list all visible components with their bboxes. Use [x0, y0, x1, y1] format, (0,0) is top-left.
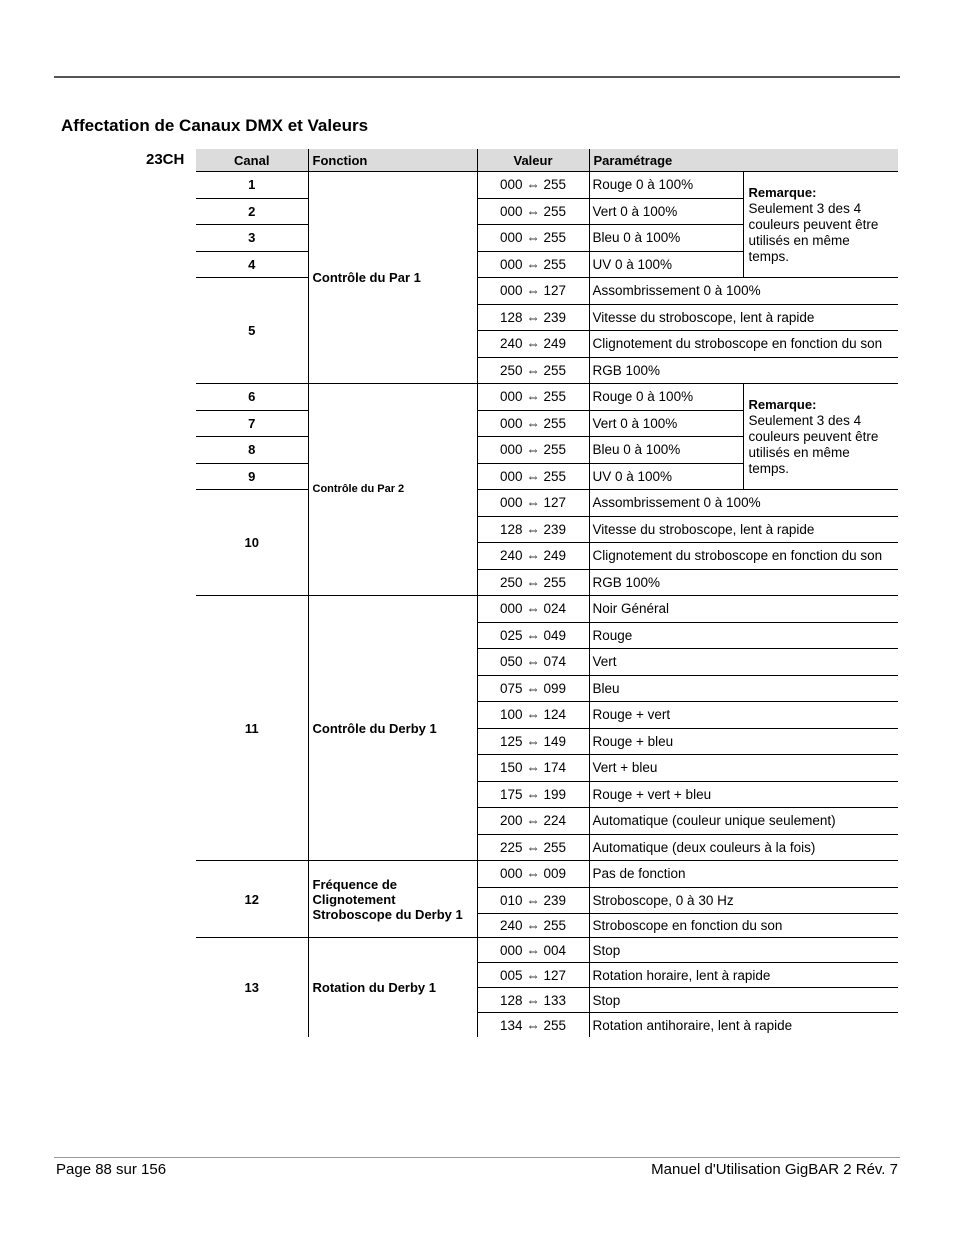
header-parametrage: Paramétrage [589, 149, 898, 172]
note-cell [743, 384, 898, 490]
setting-text: Rouge 0 à 100% [589, 384, 743, 411]
setting-text: Assombrissement 0 à 100% [589, 490, 898, 517]
value-range: 125 ⇔ 149 [477, 728, 589, 755]
dmx-channel-table [196, 149, 898, 1037]
channel-number: 1 [196, 172, 308, 199]
channel-number: 4 [196, 251, 308, 278]
setting-text: Stroboscope, 0 à 30 Hz [589, 887, 898, 914]
value-range: 000 ⇔ 255 [477, 384, 589, 411]
channel-number: 10 [196, 490, 308, 596]
value-range: 250 ⇔ 255 [477, 357, 589, 384]
setting-text: Stroboscope en fonction du son [589, 914, 898, 938]
setting-text: Rouge + vert [589, 702, 898, 729]
setting-text: Rotation horaire, lent à rapide [589, 963, 898, 988]
value-range: 100 ⇔ 124 [477, 702, 589, 729]
value-range: 000 ⇔ 255 [477, 251, 589, 278]
table-row [196, 490, 898, 517]
setting-text: Bleu [589, 675, 898, 702]
value-range: 175 ⇔ 199 [477, 781, 589, 808]
note-title: Remarque: [748, 396, 817, 412]
table-row [196, 861, 898, 888]
table-row [196, 596, 898, 623]
setting-text: Rouge + vert + bleu [589, 781, 898, 808]
value-range: 000 ⇔ 255 [477, 437, 589, 464]
value-range: 050 ⇔ 074 [477, 649, 589, 676]
function-cell: Rotation du Derby 1 [308, 938, 477, 1038]
footer-divider [54, 1157, 900, 1158]
setting-text: Assombrissement 0 à 100% [589, 278, 898, 305]
value-range: 128 ⇔ 239 [477, 516, 589, 543]
channel-number: 2 [196, 198, 308, 225]
setting-text: Bleu 0 à 100% [589, 225, 743, 252]
value-range: 000 ⇔ 127 [477, 490, 589, 517]
setting-text: Noir Général [589, 596, 898, 623]
value-range: 150 ⇔ 174 [477, 755, 589, 782]
value-range: 128 ⇔ 133 [477, 988, 589, 1013]
setting-text: UV 0 à 100% [589, 463, 743, 490]
table-row [196, 172, 898, 199]
page-number: Page 88 sur 156 [56, 1161, 167, 1178]
setting-text: RGB 100% [589, 357, 898, 384]
setting-text: Rotation antihoraire, lent à rapide [589, 1013, 898, 1038]
setting-text: Stop [589, 938, 898, 963]
function-cell: Contrôle du Par 2 [308, 384, 477, 596]
channel-number: 8 [196, 437, 308, 464]
setting-text: Vert + bleu [589, 755, 898, 782]
channel-number: 12 [196, 861, 308, 938]
channel-number: 5 [196, 278, 308, 384]
value-range: 000 ⇔ 255 [477, 463, 589, 490]
setting-text: Vert [589, 649, 898, 676]
function-cell: Contrôle du Par 1 [308, 172, 477, 384]
setting-text: Vitesse du stroboscope, lent à rapide [589, 516, 898, 543]
setting-text: Pas de fonction [589, 861, 898, 888]
channel-number: 3 [196, 225, 308, 252]
channel-number: 13 [196, 938, 308, 1038]
function-cell: Contrôle du Derby 1 [308, 596, 477, 861]
channel-number: 11 [196, 596, 308, 861]
value-range: 000 ⇔ 255 [477, 410, 589, 437]
value-range: 000 ⇔ 255 [477, 225, 589, 252]
value-range: 010 ⇔ 239 [477, 887, 589, 914]
value-range: 025 ⇔ 049 [477, 622, 589, 649]
setting-text: Clignotement du stroboscope en fonction du son [589, 331, 898, 358]
setting-text: Clignotement du stroboscope en fonction du son [589, 543, 898, 570]
value-range: 240 ⇔ 255 [477, 914, 589, 938]
header-fonction: Fonction [308, 149, 477, 172]
channel-number: 6 [196, 384, 308, 411]
channel-number: 9 [196, 463, 308, 490]
value-range: 000 ⇔ 127 [477, 278, 589, 305]
setting-text: RGB 100% [589, 569, 898, 596]
note-title: Remarque: [748, 184, 817, 200]
setting-text: Automatique (deux couleurs à la fois) [589, 834, 898, 861]
value-range: 240 ⇔ 249 [477, 543, 589, 570]
function-cell: Fréquence de Clignotement Stroboscope du Derby 1 [308, 861, 477, 938]
value-range: 000 ⇔ 004 [477, 938, 589, 963]
setting-text: Rouge 0 à 100% [589, 172, 743, 199]
header-canal: Canal [196, 149, 308, 172]
setting-text: Automatique (couleur unique seulement) [589, 808, 898, 835]
value-range: 200 ⇔ 224 [477, 808, 589, 835]
value-range: 005 ⇔ 127 [477, 963, 589, 988]
note-text: Seulement 3 des 4 couleurs peuvent être utilisés en même temps. [748, 412, 879, 476]
channel-mode-label: 23CH [146, 151, 185, 168]
value-range: 000 ⇔ 255 [477, 198, 589, 225]
channel-number: 7 [196, 410, 308, 437]
value-range: 000 ⇔ 009 [477, 861, 589, 888]
value-range: 075 ⇔ 099 [477, 675, 589, 702]
value-range: 000 ⇔ 024 [477, 596, 589, 623]
setting-text: Stop [589, 988, 898, 1013]
top-divider [54, 76, 900, 78]
table-row [196, 384, 898, 411]
setting-text: Bleu 0 à 100% [589, 437, 743, 464]
note-text: Seulement 3 des 4 couleurs peuvent être utilisés en même temps. [748, 200, 879, 264]
value-range: 240 ⇔ 249 [477, 331, 589, 358]
setting-text: Vitesse du stroboscope, lent à rapide [589, 304, 898, 331]
note-cell [743, 172, 898, 278]
setting-text: Vert 0 à 100% [589, 410, 743, 437]
table-row [196, 938, 898, 963]
header-valeur: Valeur [477, 149, 589, 172]
value-range: 225 ⇔ 255 [477, 834, 589, 861]
setting-text: UV 0 à 100% [589, 251, 743, 278]
setting-text: Rouge + bleu [589, 728, 898, 755]
value-range: 250 ⇔ 255 [477, 569, 589, 596]
value-range: 128 ⇔ 239 [477, 304, 589, 331]
setting-text: Rouge [589, 622, 898, 649]
setting-text: Vert 0 à 100% [589, 198, 743, 225]
value-range: 000 ⇔ 255 [477, 172, 589, 199]
value-range: 134 ⇔ 255 [477, 1013, 589, 1038]
manual-title: Manuel d'Utilisation GigBAR 2 Rév. 7 [651, 1161, 898, 1178]
table-header-row [196, 149, 898, 172]
table-row [196, 278, 898, 305]
section-title: Affectation de Canaux DMX et Valeurs [61, 116, 369, 135]
